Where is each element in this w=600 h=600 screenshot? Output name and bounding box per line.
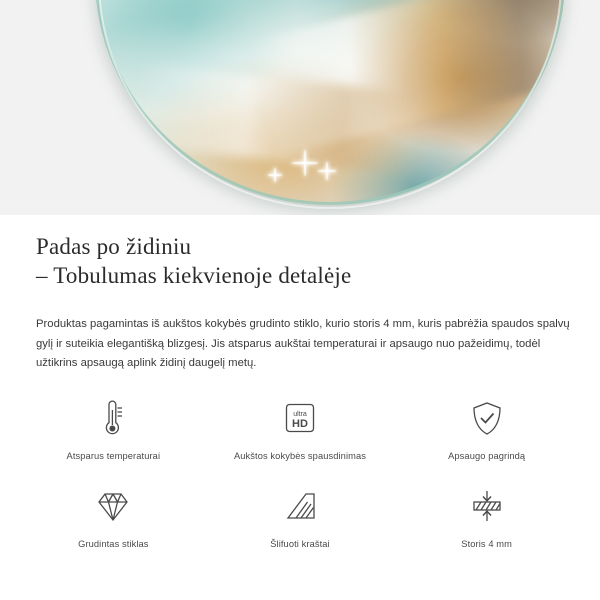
feature-thickness <box>397 486 577 550</box>
feature-label: Aukštos kokybės spausdinimas <box>233 451 366 461</box>
thermometer-icon <box>96 398 130 440</box>
headline-line-2: – Tobulumas kiekvienoje detalėje <box>36 263 352 288</box>
description-paragraph: Produktas pagamintas iš aukštos kokybės grudinto stiklo, kurio storis 4 mm, kuris pabrėžia spaudos spalvų gylį ir suteikia elegantišką blizgesį. Jis atsparus aukštai temperaturai ir apsaugo nuo pažeidimų, todėl užtikrins apsaugą aplink židinį daugelį metų. <box>36 318 570 369</box>
feature-label: Grudintas stiklas <box>78 539 149 549</box>
feature-label: Apsaugo pagrindą <box>448 451 526 461</box>
feature-print-quality <box>210 398 390 462</box>
svg-text:HD: HD <box>292 418 308 430</box>
feature-temperature-resistant <box>23 398 203 462</box>
svg-text:ultra: ultra <box>293 411 307 418</box>
polished-edges-icon <box>280 486 320 528</box>
feature-label: Šlifuoti kraštai <box>270 539 330 549</box>
hero-image <box>0 0 600 215</box>
shield-check-icon <box>469 398 505 440</box>
feature-label: Atsparus temperaturai <box>66 451 161 461</box>
feature-label: Storis 4 mm <box>461 539 512 549</box>
feature-tempered-glass <box>23 486 203 550</box>
feature-polished-edges <box>210 486 390 550</box>
ultra-hd-icon <box>280 398 320 440</box>
feature-grid <box>20 398 580 574</box>
headline-line-1: Padas po židiniu <box>36 234 192 259</box>
feature-surface-protection <box>397 398 577 462</box>
thickness-arrows-icon <box>467 486 507 528</box>
page-title <box>36 232 576 290</box>
diamond-icon <box>93 486 133 528</box>
